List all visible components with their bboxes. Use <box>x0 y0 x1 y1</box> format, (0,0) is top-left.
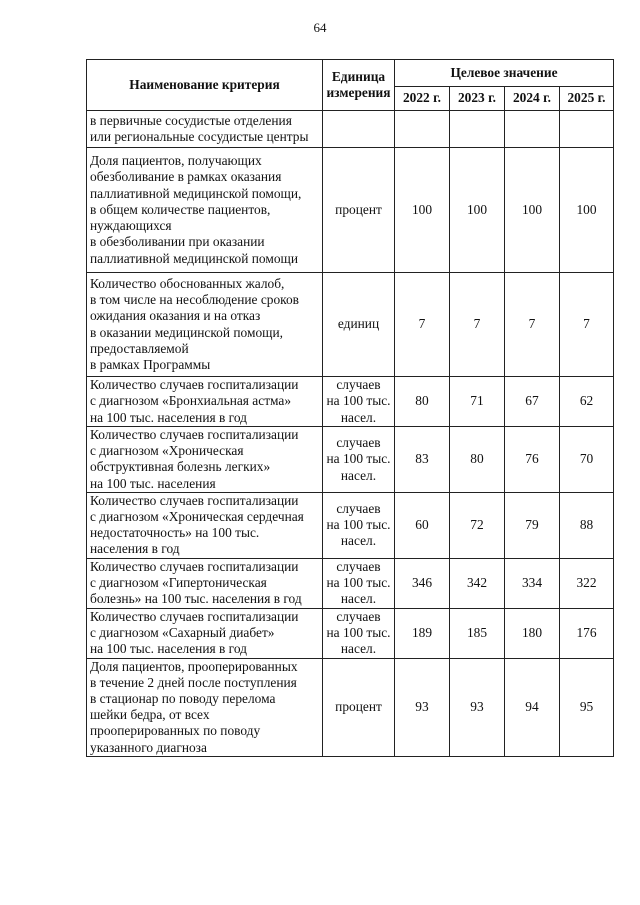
header-year-2024: 2024 г. <box>505 87 560 111</box>
value-2022: 60 <box>395 492 450 558</box>
criterion-name: Количество случаев госпитализации с диагнозом «Хроническая сердечная недостаточность» на 100 тыс. населения в год <box>87 492 323 558</box>
value-2022: 189 <box>395 608 450 658</box>
table-row <box>87 273 614 377</box>
criterion-name: в первичные сосудистые отделения или региональные сосудистые центры <box>87 111 323 148</box>
value-2023 <box>450 111 505 148</box>
value-2023: 93 <box>450 658 505 756</box>
header-criterion-name: Наименование критерия <box>87 60 323 111</box>
table-header <box>87 60 614 111</box>
criterion-name: Доля пациентов, получающих обезболивание в рамках оказания паллиативной медицинской помощи, в общем количестве пациентов, нуждающихся в обезболивании при оказании паллиативной медицинской помощи <box>87 148 323 273</box>
value-2023: 72 <box>450 492 505 558</box>
value-2022: 346 <box>395 558 450 608</box>
value-2025: 322 <box>560 558 614 608</box>
table-row <box>87 427 614 493</box>
value-2025: 70 <box>560 427 614 493</box>
criterion-name: Количество случаев госпитализации с диагнозом «Гипертоническая болезнь» на 100 тыс. населения в год <box>87 558 323 608</box>
table-row <box>87 608 614 658</box>
value-2022: 83 <box>395 427 450 493</box>
value-2023: 100 <box>450 148 505 273</box>
value-2022: 80 <box>395 377 450 427</box>
value-2025: 176 <box>560 608 614 658</box>
value-2023: 80 <box>450 427 505 493</box>
header-year-2023: 2023 г. <box>450 87 505 111</box>
table-row <box>87 658 614 756</box>
criterion-unit: случаев на 100 тыс. насел. <box>323 492 395 558</box>
value-2024: 100 <box>505 148 560 273</box>
header-year-2025: 2025 г. <box>560 87 614 111</box>
table-row <box>87 377 614 427</box>
value-2025: 62 <box>560 377 614 427</box>
criterion-unit: процент <box>323 658 395 756</box>
page-number: 64 <box>313 20 327 35</box>
criterion-name: Количество случаев госпитализации с диагнозом «Хроническая обструктивная болезнь легких» на 100 тыс. населения <box>87 427 323 493</box>
value-2022: 100 <box>395 148 450 273</box>
table-row <box>87 148 614 273</box>
value-2022: 7 <box>395 273 450 377</box>
criterion-unit: случаев на 100 тыс. насел. <box>323 377 395 427</box>
criterion-unit: случаев на 100 тыс. насел. <box>323 558 395 608</box>
table-row <box>87 558 614 608</box>
criterion-name: Количество случаев госпитализации с диагнозом «Сахарный диабет» на 100 тыс. населения в год <box>87 608 323 658</box>
value-2025 <box>560 111 614 148</box>
criterion-name: Количество случаев госпитализации с диагнозом «Бронхиальная астма» на 100 тыс. населения в год <box>87 377 323 427</box>
value-2024: 94 <box>505 658 560 756</box>
criterion-unit: случаев на 100 тыс. насел. <box>323 608 395 658</box>
value-2025: 95 <box>560 658 614 756</box>
value-2025: 88 <box>560 492 614 558</box>
value-2023: 342 <box>450 558 505 608</box>
criterion-unit: процент <box>323 148 395 273</box>
value-2024: 180 <box>505 608 560 658</box>
value-2024: 7 <box>505 273 560 377</box>
value-2024: 79 <box>505 492 560 558</box>
header-unit: Единица измерения <box>323 60 395 111</box>
table-row <box>87 492 614 558</box>
header-year-2022: 2022 г. <box>395 87 450 111</box>
value-2025: 100 <box>560 148 614 273</box>
criterion-name: Количество обоснованных жалоб, в том числе на несоблюдение сроков ожидания оказания и на отказ в оказании медицинской помощи, предоставляемой в рамках Программы <box>87 273 323 377</box>
criterion-unit: единиц <box>323 273 395 377</box>
value-2023: 185 <box>450 608 505 658</box>
value-2022 <box>395 111 450 148</box>
header-target-value: Целевое значение <box>395 60 614 87</box>
criterion-name: Доля пациентов, прооперированных в течение 2 дней после поступления в стационар по поводу перелома шейки бедра, от всех прооперированных по поводу указанного диагноза <box>87 658 323 756</box>
value-2024 <box>505 111 560 148</box>
value-2022: 93 <box>395 658 450 756</box>
value-2024: 67 <box>505 377 560 427</box>
value-2025: 7 <box>560 273 614 377</box>
table-row <box>87 111 614 148</box>
value-2024: 76 <box>505 427 560 493</box>
value-2024: 334 <box>505 558 560 608</box>
criterion-unit <box>323 111 395 148</box>
value-2023: 71 <box>450 377 505 427</box>
criterion-unit: случаев на 100 тыс. насел. <box>323 427 395 493</box>
value-2023: 7 <box>450 273 505 377</box>
criteria-table <box>86 59 614 757</box>
